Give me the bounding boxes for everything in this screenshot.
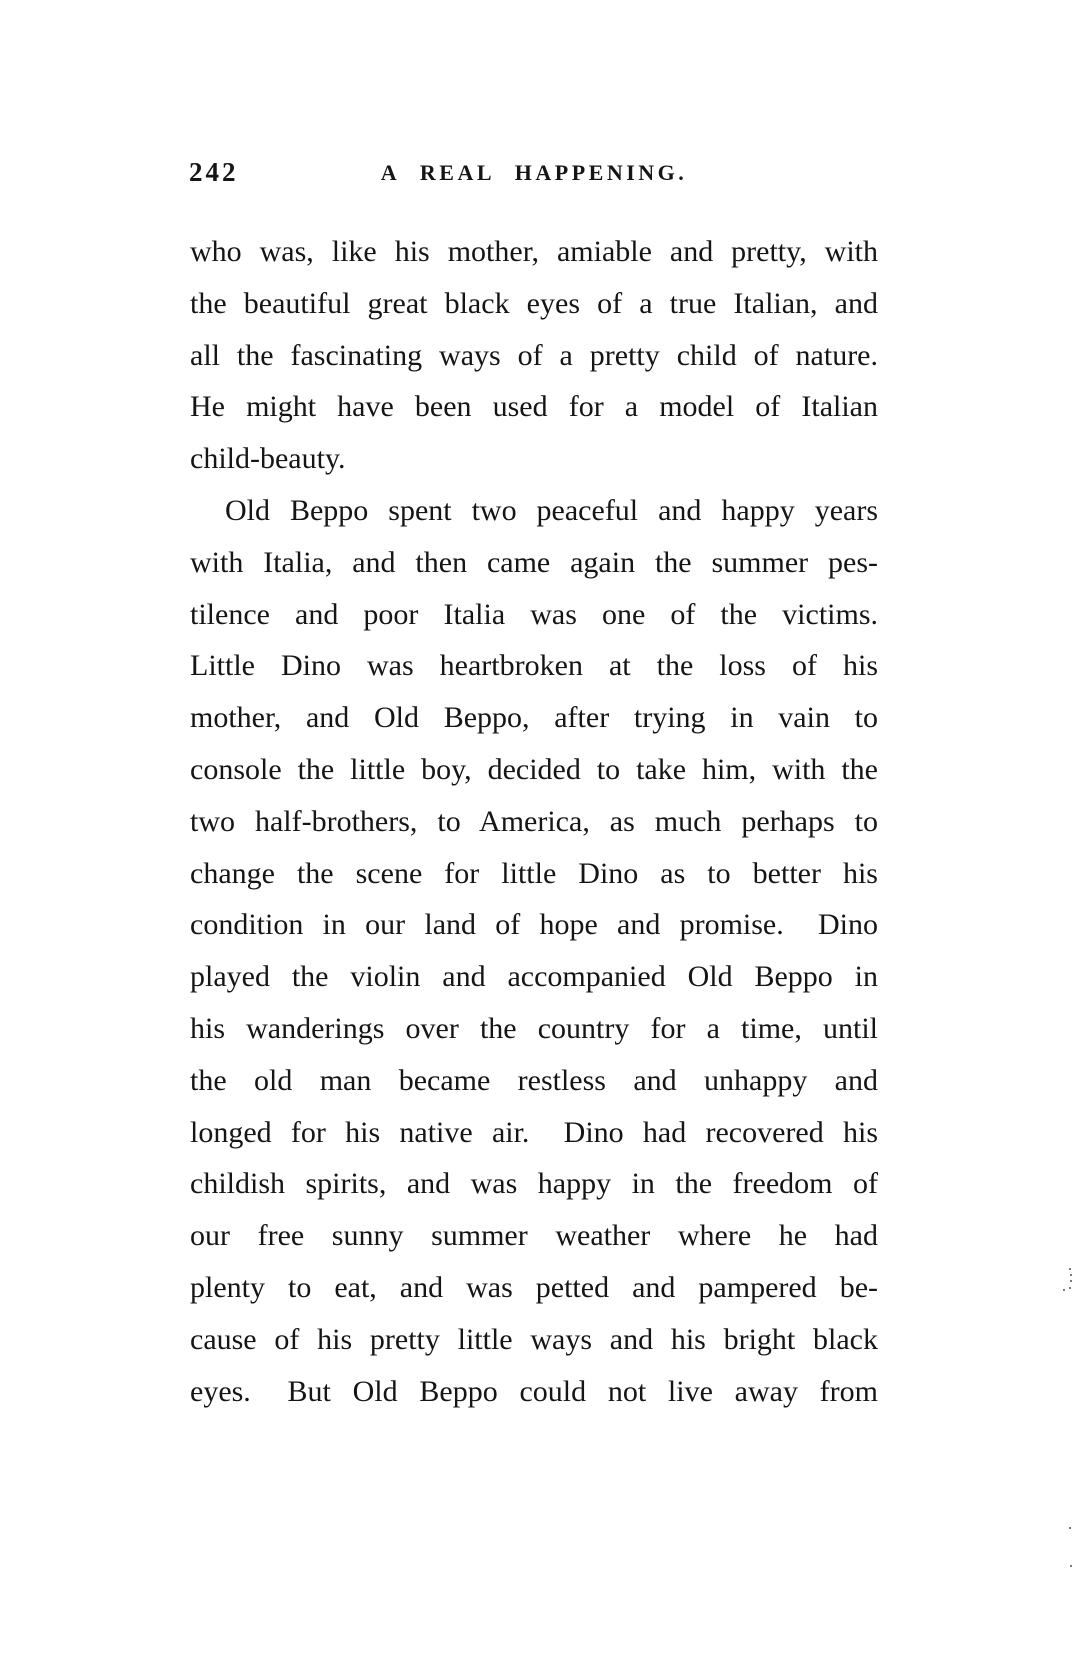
text-line: who was, like his mother, amiable and pretty, with — [190, 235, 878, 268]
text-line: his wanderings over the country for a time, until — [190, 1011, 878, 1045]
page-number: 242 — [189, 157, 239, 187]
text-line: all the fascinating ways of a pretty child of nature. — [190, 338, 878, 372]
text-line: child-beauty. — [190, 442, 346, 476]
text-line: played the violin and accompanied Old Beppo in — [190, 960, 878, 994]
text-line: condition in our land of hope and promise. Dino — [190, 908, 878, 942]
text-line: with Italia, and then came again the summer pes- — [190, 545, 878, 579]
text-line: the old man became restless and unhappy and — [190, 1063, 878, 1097]
text-line: Old Beppo spent two peaceful and happy years — [225, 493, 878, 527]
text-line: change the scene for little Dino as to better his — [190, 856, 878, 890]
text-line: console the little boy, decided to take him, with the — [190, 752, 878, 786]
text-line: eyes. But Old Beppo could not live away from — [190, 1374, 878, 1408]
scan-speck — [1069, 1268, 1071, 1270]
text-line: cause of his pretty little ways and his bright black — [190, 1322, 878, 1356]
text-line: longed for his native air. Dino had recovered his — [190, 1115, 878, 1149]
running-title: A REAL HAPPENING. — [380, 160, 688, 185]
text-line: two half-brothers, to America, as much perhaps to — [190, 804, 878, 838]
text-line: plenty to eat, and was petted and pampered be- — [190, 1270, 878, 1304]
text-line: Little Dino was heartbroken at the loss of his — [190, 649, 878, 683]
text-line: childish spirits, and was happy in the freedom of — [190, 1167, 878, 1201]
scan-speck — [1069, 1287, 1071, 1289]
scan-speck — [1063, 1289, 1065, 1291]
text-line: our free sunny summer weather where he had — [190, 1219, 878, 1253]
page-body — [190, 226, 878, 1417]
page-header — [0, 156, 1072, 194]
text-line: tilence and poor Italia was one of the victims. — [190, 597, 878, 631]
text-line: the beautiful great black eyes of a true Italian, and — [190, 286, 878, 320]
text-line: mother, and Old Beppo, after trying in vain to — [190, 701, 878, 735]
scan-speck — [1069, 1527, 1071, 1529]
text-line: He might have been used for a model of Italian — [190, 390, 878, 424]
